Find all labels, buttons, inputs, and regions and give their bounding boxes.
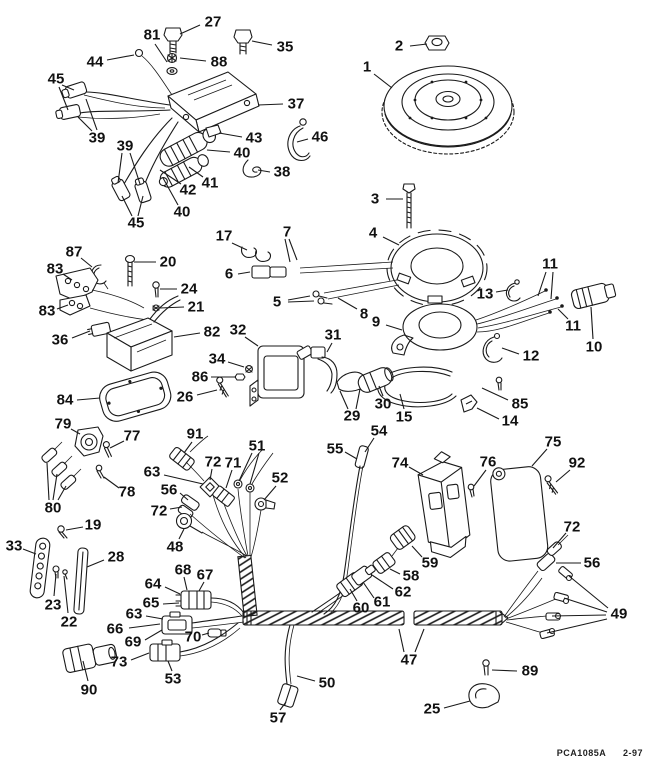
leader-line-40: [207, 150, 230, 152]
leader-line-8: [338, 298, 357, 309]
leader-line-46: [297, 139, 308, 142]
part-label-50: 50: [318, 674, 336, 692]
leader-line-79: [71, 429, 80, 434]
part-label-44: 44: [86, 53, 104, 71]
leader-line-45: [122, 196, 132, 216]
leader-line-34: [228, 362, 244, 367]
part-label-19: 19: [84, 516, 102, 534]
part-label-67: 67: [196, 566, 214, 584]
leader-line-71: [226, 470, 232, 488]
leader-line-22: [64, 576, 68, 613]
leader-line-81: [155, 44, 167, 62]
leader-line-39: [118, 153, 122, 183]
leader-line-7: [289, 239, 297, 260]
part-label-69: 69: [124, 633, 142, 651]
part-label-64: 64: [144, 575, 162, 593]
part-label-57: 57: [269, 709, 287, 727]
leader-line-11: [551, 272, 553, 299]
part-label-56: 56: [160, 481, 178, 499]
leader-line-49: [552, 615, 606, 616]
part-label-45: 45: [47, 70, 65, 88]
leader-line-82: [174, 333, 200, 337]
part-label-88: 88: [210, 53, 228, 71]
part-label-12: 12: [522, 347, 540, 365]
part-label-60: 60: [352, 599, 370, 617]
drawing-date: 2-97: [622, 748, 643, 758]
part-label-2: 2: [394, 37, 404, 55]
part-label-31: 31: [324, 326, 342, 344]
part-label-11: 11: [542, 255, 558, 273]
part-label-78: 78: [118, 483, 136, 501]
part-label-25: 25: [423, 700, 441, 718]
leader-line-87: [81, 258, 92, 267]
leader-line-70: [202, 633, 209, 635]
leader-line-85: [482, 388, 508, 400]
part-label-80: 80: [44, 499, 62, 517]
part-label-20: 20: [159, 253, 177, 271]
part-label-40: 40: [233, 144, 251, 162]
leader-line-52: [264, 486, 276, 500]
part-label-14: 14: [501, 412, 519, 430]
part-label-63: 63: [125, 605, 143, 623]
part-label-86: 86: [191, 368, 209, 386]
leader-line-68: [184, 577, 187, 590]
part-label-38: 38: [273, 163, 291, 181]
leader-line-72: [210, 469, 212, 480]
leader-line-11: [538, 272, 546, 296]
leader-line-14: [477, 408, 499, 419]
leader-line-21: [160, 307, 184, 308]
leader-line-13: [496, 290, 508, 292]
part-label-77: 77: [123, 427, 141, 445]
part-label-54: 54: [370, 422, 388, 440]
part-label-70: 70: [184, 628, 202, 646]
part-label-32: 32: [229, 321, 247, 339]
part-label-8: 8: [359, 305, 369, 323]
leader-line-62: [372, 575, 393, 589]
part-label-83: 83: [46, 260, 64, 278]
leader-line-32: [245, 337, 258, 346]
part-label-3: 3: [370, 190, 380, 208]
part-label-29: 29: [343, 407, 361, 425]
leader-line-69: [145, 630, 162, 640]
part-label-5: 5: [272, 293, 282, 311]
leader-line-53: [168, 661, 172, 671]
part-label-26: 26: [176, 388, 194, 406]
leader-line-66: [129, 624, 160, 628]
leader-line-28: [87, 560, 104, 567]
part-label-63: 63: [143, 463, 161, 481]
leader-line-12: [502, 348, 519, 354]
part-label-37: 37: [287, 95, 305, 113]
part-label-41: 41: [201, 174, 219, 192]
leader-line-47: [415, 629, 424, 652]
part-label-13: 13: [476, 285, 494, 303]
part-label-49: 49: [610, 605, 628, 623]
leader-line-75: [532, 449, 547, 466]
part-label-40: 40: [173, 203, 191, 221]
part-label-79: 79: [54, 415, 72, 433]
leader-line-37: [258, 104, 283, 105]
leader-line-42: [160, 170, 181, 184]
leader-line-63: [146, 616, 163, 619]
leader-line-72: [170, 507, 182, 509]
part-label-71: 71: [224, 454, 242, 472]
leader-line-9: [386, 325, 402, 330]
part-label-15: 15: [395, 408, 413, 426]
leader-line-88: [180, 58, 206, 61]
leader-line-49: [569, 576, 608, 608]
part-label-74: 74: [391, 454, 409, 472]
leader-line-35: [252, 41, 272, 45]
leader-line-6: [238, 272, 250, 274]
part-label-76: 76: [479, 453, 497, 471]
part-label-58: 58: [402, 567, 420, 585]
leader-line-47: [399, 629, 404, 652]
part-label-91: 91: [186, 425, 204, 443]
leader-line-91: [184, 442, 192, 453]
part-label-73: 73: [110, 653, 128, 671]
part-label-23: 23: [44, 596, 62, 614]
part-label-75: 75: [544, 433, 562, 451]
leader-line-56: [180, 493, 188, 500]
part-label-72: 72: [204, 453, 222, 471]
leader-line-84: [77, 398, 100, 400]
leader-line-49: [564, 598, 607, 612]
leader-line-45: [138, 196, 143, 216]
leader-line-39: [130, 153, 140, 184]
leader-line-31: [327, 343, 332, 352]
leader-line-33: [23, 549, 36, 554]
part-label-72: 72: [150, 502, 168, 520]
leader-line-1: [374, 74, 392, 88]
leader-line-54: [365, 438, 374, 452]
leader-line-2: [410, 44, 427, 46]
part-label-7: 7: [282, 223, 292, 241]
part-label-53: 53: [164, 670, 182, 688]
leader-line-27: [180, 25, 200, 34]
leader-line-10: [591, 307, 593, 339]
part-label-68: 68: [174, 561, 192, 579]
part-label-45: 45: [127, 214, 145, 232]
leader-line-26: [197, 390, 217, 395]
part-label-62: 62: [394, 583, 412, 601]
leader-line-7: [285, 239, 290, 262]
leader-line-80: [58, 486, 66, 500]
part-label-65: 65: [142, 594, 160, 612]
part-label-82: 82: [203, 323, 221, 341]
leader-line-45: [59, 87, 68, 110]
part-label-42: 42: [179, 181, 197, 199]
part-label-39: 39: [88, 129, 106, 147]
part-label-22: 22: [60, 613, 78, 631]
leader-line-55: [345, 452, 357, 459]
part-label-43: 43: [245, 129, 263, 147]
leader-line-65: [163, 603, 179, 604]
part-label-24: 24: [180, 280, 198, 298]
leader-line-40: [163, 178, 178, 205]
part-label-10: 10: [585, 338, 603, 356]
leader-line-59: [412, 546, 422, 557]
leader-line-89: [492, 670, 517, 671]
leader-line-78: [104, 477, 119, 488]
leader-line-83: [57, 305, 68, 309]
part-label-27: 27: [204, 13, 222, 31]
leader-line-23: [54, 574, 56, 596]
part-label-89: 89: [521, 662, 539, 680]
part-label-61: 61: [373, 593, 391, 611]
leader-line-44: [107, 55, 134, 60]
part-label-9: 9: [371, 313, 381, 331]
part-label-84: 84: [56, 391, 74, 409]
leader-line-73: [131, 653, 149, 660]
part-label-46: 46: [311, 128, 329, 146]
leader-line-92: [556, 470, 570, 482]
part-label-21: 21: [187, 298, 205, 316]
leader-line-39: [86, 99, 97, 130]
part-label-56: 56: [583, 554, 601, 572]
leader-line-77: [110, 441, 124, 448]
part-label-36: 36: [51, 331, 69, 349]
leader-line-25: [444, 701, 470, 708]
part-label-87: 87: [65, 243, 83, 261]
leader-line-5: [288, 301, 314, 302]
part-label-4: 4: [368, 224, 378, 242]
leader-line-30: [379, 386, 383, 396]
part-label-35: 35: [276, 38, 294, 56]
leader-line-80: [53, 474, 57, 500]
part-label-55: 55: [326, 440, 344, 458]
leader-line-38: [258, 170, 270, 172]
part-label-39: 39: [116, 137, 134, 155]
part-label-11: 11: [565, 317, 581, 335]
leader-line-49: [547, 619, 607, 633]
part-label-6: 6: [224, 265, 234, 283]
leader-line-58: [390, 569, 400, 574]
part-label-47: 47: [400, 651, 418, 669]
leader-line-4: [383, 237, 399, 245]
leader-line-74: [409, 467, 423, 475]
part-label-30: 30: [374, 395, 392, 413]
part-label-51: 51: [248, 437, 266, 455]
leader-line-19: [66, 527, 83, 530]
leader-line-29: [340, 391, 348, 409]
part-label-17: 17: [215, 227, 233, 245]
leader-line-64: [165, 587, 180, 594]
leader-line-36: [72, 331, 90, 338]
part-label-48: 48: [166, 538, 184, 556]
leader-line-80: [47, 463, 49, 500]
part-label-66: 66: [106, 620, 124, 638]
part-label-72: 72: [563, 518, 581, 536]
part-label-33: 33: [5, 537, 23, 555]
leader-line-83: [63, 274, 72, 280]
part-label-92: 92: [568, 454, 586, 472]
part-label-85: 85: [511, 395, 529, 413]
leader-line-5: [288, 296, 310, 300]
part-label-1: 1: [362, 58, 372, 76]
part-label-52: 52: [271, 469, 289, 487]
part-label-90: 90: [80, 681, 98, 699]
leader-line-51: [250, 453, 259, 484]
drawing-code-footer: [543, 748, 643, 758]
part-label-28: 28: [107, 548, 125, 566]
part-label-83: 83: [38, 302, 56, 320]
leader-line-29: [356, 389, 360, 409]
part-label-34: 34: [208, 350, 226, 368]
leader-line-76: [474, 470, 486, 486]
part-label-81: 81: [143, 26, 161, 44]
leader-line-43: [219, 133, 242, 137]
leader-line-15: [400, 394, 404, 409]
leader-line-48: [179, 529, 184, 539]
leader-line-61: [363, 582, 374, 598]
part-label-59: 59: [421, 554, 439, 572]
drawing-code: PCA1085A: [556, 748, 606, 758]
leader-line-17: [232, 243, 247, 250]
leader-line-50: [297, 676, 315, 681]
leader-line-90: [83, 661, 88, 681]
